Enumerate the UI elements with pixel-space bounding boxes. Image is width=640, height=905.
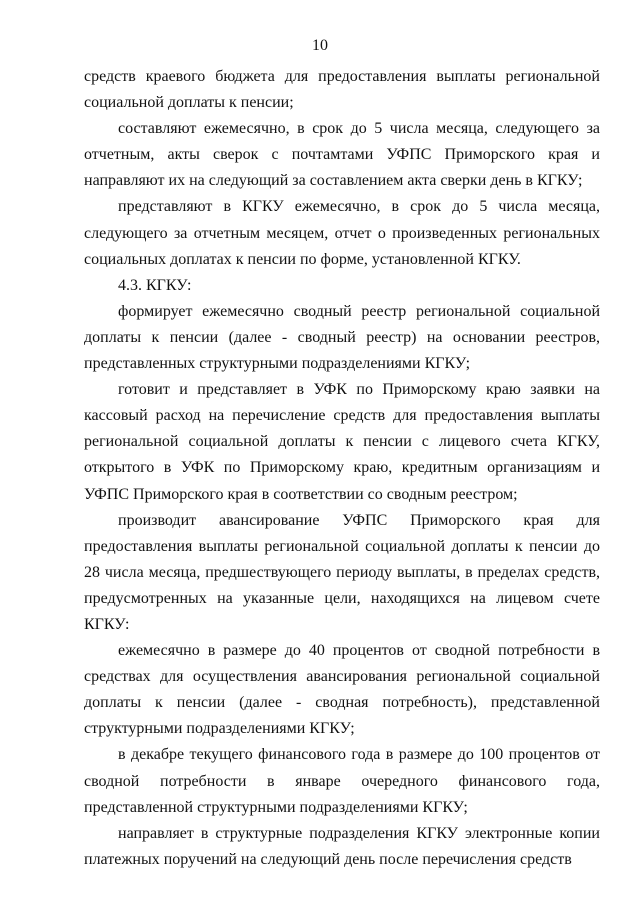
- section-heading-4-3: 4.3. КГКУ:: [118, 276, 192, 294]
- paragraph-10: направляет в структурные подразделения КГКУ электронные копии платежных поручений на следующий день после перечисления средств: [84, 824, 600, 868]
- paragraph-6: готовит и представляет в УФК по Приморскому краю заявки на кассовый расход на перечисление средств для предоставления выплаты региональной социальной доплаты к пенсии с лицевого счета КГКУ, открытого в УФК по Приморскому краю, кредитным организациям и УФПС Приморского края в соответствии со сводным реестром;: [84, 381, 600, 503]
- paragraph-2: составляют ежемесячно, в срок до 5 числа месяца, следующего за отчетным, акты сверок с почтамтами УФПС Приморского края и направляют их на следующий за составлением акта сверки день в КГКУ;: [84, 120, 600, 190]
- paragraph-1: средств краевого бюджета для предоставления выплаты региональной социальной доплаты к пенсии;: [84, 68, 600, 112]
- page-number: 10: [312, 37, 328, 54]
- paragraph-9: в декабре текущего финансового года в размере до 100 процентов от сводной потребности в январе очередного финансового года, представленной структурными подразделениями КГКУ;: [84, 746, 600, 816]
- paragraph-7: производит авансирование УФПС Приморского края для предоставления выплаты региональной социальной доплаты к пенсии до 28 числа месяца, предшествующего периоду выплаты, в пределах средств, предусмотренных на указанные цели, находящихся на лицевом счете КГКУ:: [84, 511, 600, 633]
- paragraph-5: формирует ежемесячно сводный реестр региональной социальной доплаты к пенсии (далее - сводный реестр) на основании реестров, представленных структурными подразделениями КГКУ;: [84, 302, 600, 373]
- paragraph-8: ежемесячно в размере до 40 процентов от сводной потребности в средствах для осуществления авансирования региональной социальной доплаты к пенсии (далее - сводная потребность), представленной структурными подразделениями КГКУ;: [84, 642, 600, 738]
- document-body: [84, 64, 600, 873]
- paragraph-3: представляют в КГКУ ежемесячно, в срок до 5 числа месяца, следующего за отчетным месяцем, отчет о произведенных региональных социальных доплатах к пенсии по форме, установленной КГКУ.: [84, 198, 600, 268]
